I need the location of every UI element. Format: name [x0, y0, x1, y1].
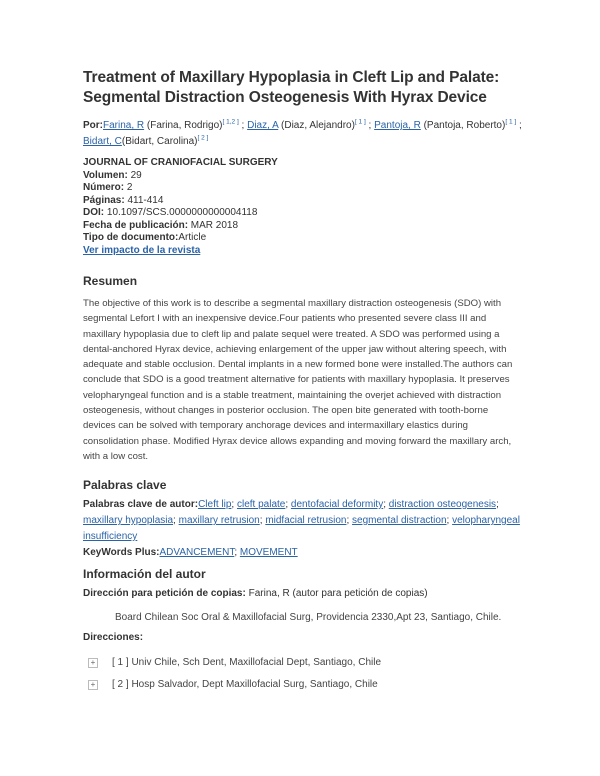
doctype-label: Tipo de documento: [83, 232, 179, 243]
address-row [88, 657, 381, 668]
author-fullname: (Pantoja, Roberto) [420, 120, 506, 131]
keywords-plus-label: KeyWords Plus: [83, 547, 160, 558]
doctype-value: Article [178, 232, 207, 243]
author-keywords-label: Palabras clave de autor: [83, 499, 199, 510]
affiliation-ref[interactable]: [ 1 ] [354, 118, 366, 126]
authors-label: Por: [83, 120, 103, 131]
affiliation-ref[interactable]: [ 2 ] [197, 134, 209, 142]
expand-plus-icon[interactable]: + [88, 680, 98, 690]
author-fullname: (Farina, Rodrigo) [144, 120, 223, 131]
author-link-diaz[interactable]: Diaz, A [247, 120, 279, 131]
pages-label: Páginas: [83, 194, 125, 206]
author-link-bidart[interactable]: Bidart, C [83, 136, 122, 147]
abstract-text: The objective of this work is to describe a segmental maxillary distraction osteogenesis (SDO) with segmental Lefort I with an inexpensive device.Four patients who presented severe class III and maxillary hypoplasia due to cleft lip and palate sequel were treated. A SDO was performed using a dental-anchored Hyrax device, achieving enlargement of the upper jaw without altering speech, with adequate and stable occlusion. Dental implants in a new formed bone were installed.The authors can conclude that SDO is a good treatment alternative for patients with maxillary hypoplasia. It preserves velopharyngeal function and is a stable treatment, maintaining the overjet achieved with distraction osteogenesis, without changes in posterior occlusion. The open bite generated with tooth-borne devices can be solved with temporary anchorage devices and intermaxillary elastics during consolidation phase. Modified Hyrax device allows expanding and moving forward the maxillary arch, with a low cost. [83, 298, 513, 462]
author-info-heading: Información del autor [83, 567, 206, 581]
keyword-link[interactable]: Cleft lip [198, 499, 232, 510]
keyword-plus-link[interactable]: ADVANCEMENT [159, 547, 235, 558]
doi-row [83, 207, 523, 220]
keyword-link[interactable]: velopharyngeal insufficiency [83, 515, 520, 542]
authors-line [83, 118, 523, 150]
keyword-link[interactable]: segmental distraction [352, 515, 447, 526]
keyword-link[interactable]: cleft palate [236, 499, 286, 510]
journal-impact-link[interactable]: Ver impacto de la revista [83, 244, 201, 256]
reprint-value: Farina, R (autor para petición de copias) [245, 588, 428, 599]
date-row [83, 220, 523, 233]
expand-plus-icon[interactable]: + [88, 658, 98, 668]
doi-value: 10.1097/SCS.0000000000004118 [104, 207, 258, 218]
affiliation-ref[interactable]: [ 1,2 ] [222, 118, 239, 126]
addresses-label: Direcciones: [83, 632, 144, 643]
article-title: Treatment of Maxillary Hypoplasia in Cleft Lip and Palate: Segmental Distraction Osteogenesis With Hyrax Device [83, 69, 500, 106]
pages-row [83, 195, 523, 208]
keyword-link[interactable]: maxillary retrusion [178, 515, 260, 526]
author-separator: ; [238, 120, 248, 131]
doi-label: DOI: [83, 207, 105, 218]
author-link-farina[interactable]: Farina, R [103, 120, 145, 131]
keyword-plus-link[interactable]: MOVEMENT [239, 547, 298, 558]
address-text: [ 2 ] Hosp Salvador, Dept Maxillofacial Surg, Santiago, Chile [112, 679, 378, 690]
address-text: [ 1 ] Univ Chile, Sch Dent, Maxillofacial Dept, Santiago, Chile [112, 657, 382, 668]
keyword-link[interactable]: midfacial retrusion [265, 515, 347, 526]
date-value: MAR 2018 [188, 219, 239, 231]
keyword-link[interactable]: distraction osteogenesis [388, 499, 497, 510]
volume-row [83, 170, 523, 183]
author-link-pantoja[interactable]: Pantoja, R [374, 120, 421, 131]
author-separator: ; [365, 120, 375, 131]
keywords-heading: Palabras clave [83, 478, 167, 492]
number-label: Número: [83, 182, 125, 193]
journal-name: JOURNAL OF CRANIOFACIAL SURGERY [83, 157, 278, 168]
number-value: 2 [124, 182, 133, 193]
affiliation-ref[interactable]: [ 1 ] [505, 118, 517, 126]
keyword-link[interactable]: maxillary hypoplasia [83, 515, 174, 526]
address-row [88, 679, 378, 690]
author-fullname: (Bidart, Carolina) [121, 136, 198, 147]
date-label: Fecha de publicación: [83, 219, 189, 231]
keywords-block: Palabras clave de autor:Cleft lip; cleft palate; dentofacial deformity; distraction osteogenesis; maxillary hypoplasia; maxillary retrusion; midfacial retrusion; segmental distraction; velopharyngeal insufficiency KeyWords Plus:ADVANCEMENT; MOVEMENT [83, 499, 520, 558]
reprint-address-row [83, 587, 523, 601]
reprint-address: Board Chilean Soc Oral & Maxillofacial Surg, Providencia 2330,Apt 23, Santiago, Chile. [115, 612, 502, 623]
doctype-row [83, 232, 523, 245]
source-info [83, 157, 523, 257]
volume-label: Volumen: [83, 169, 128, 181]
author-separator: ; [516, 120, 522, 131]
author-fullname: (Diaz, Alejandro) [278, 120, 355, 131]
abstract-heading: Resumen [83, 274, 138, 288]
volume-value: 29 [127, 169, 142, 181]
keyword-link[interactable]: dentofacial deformity [290, 499, 384, 510]
pages-value: 411-414 [124, 194, 164, 206]
number-row [83, 182, 523, 195]
reprint-label: Dirección para petición de copias: [83, 588, 246, 599]
